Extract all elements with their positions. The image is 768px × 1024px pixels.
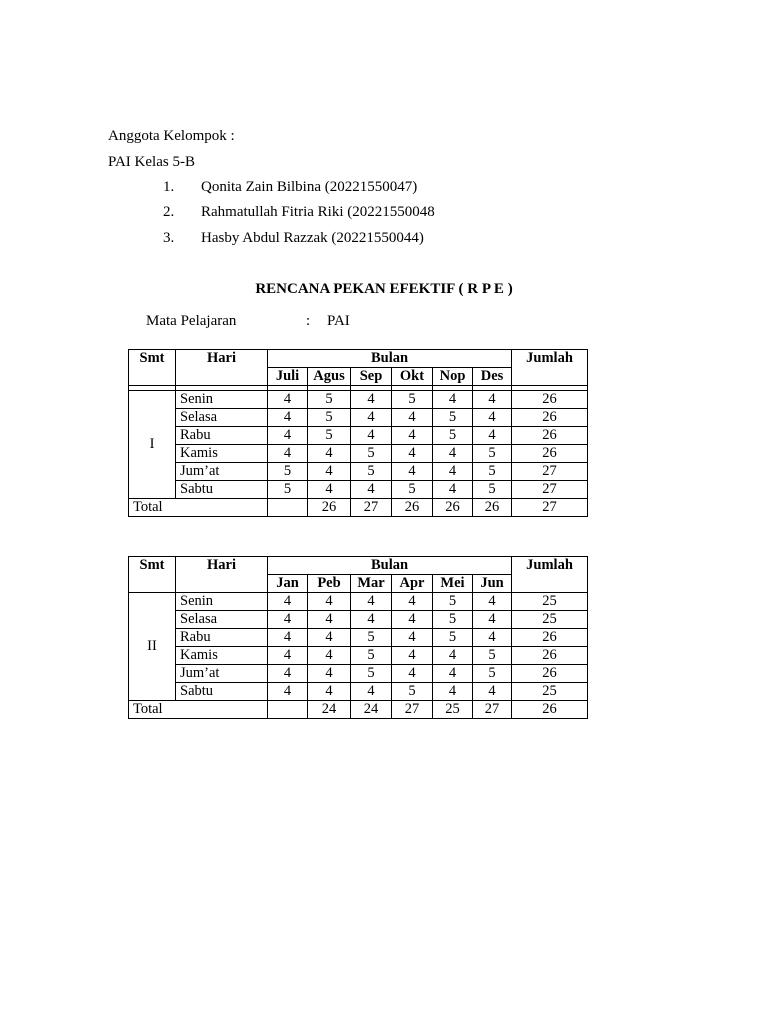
table-row <box>129 391 588 409</box>
anggota-label: Anggota Kelompok : <box>108 128 235 144</box>
mapel-label: Mata Pelajaran <box>146 313 237 329</box>
row-total-cell: 26 <box>512 629 588 647</box>
week-count-cell: 4 <box>433 445 473 463</box>
row-total-cell: 26 <box>512 409 588 427</box>
month-header: Okt <box>392 368 433 386</box>
week-count-cell: 5 <box>473 445 512 463</box>
week-count-cell: 4 <box>308 611 351 629</box>
month-total-cell: 26 <box>392 499 433 517</box>
month-total-cell <box>268 499 308 517</box>
grand-total-cell: 26 <box>512 701 588 719</box>
row-total-cell: 26 <box>512 665 588 683</box>
week-count-cell: 4 <box>308 445 351 463</box>
week-count-cell: 4 <box>268 683 308 701</box>
month-total-cell: 25 <box>433 701 473 719</box>
week-count-cell: 5 <box>308 391 351 409</box>
row-total-cell: 25 <box>512 683 588 701</box>
week-count-cell: 4 <box>433 647 473 665</box>
week-count-cell: 5 <box>268 481 308 499</box>
week-count-cell: 4 <box>392 445 433 463</box>
table-row <box>129 683 588 701</box>
member-number: 3. <box>163 230 175 246</box>
week-count-cell: 4 <box>473 427 512 445</box>
week-count-cell: 4 <box>308 463 351 481</box>
day-cell: Sabtu <box>176 683 268 701</box>
total-row <box>129 701 588 719</box>
day-cell: Jum’at <box>176 463 268 481</box>
week-count-cell: 4 <box>473 611 512 629</box>
month-header: Jun <box>473 575 512 593</box>
mapel-value: PAI <box>327 313 350 329</box>
week-count-cell: 5 <box>392 683 433 701</box>
week-count-cell: 4 <box>392 409 433 427</box>
week-count-cell: 4 <box>392 629 433 647</box>
document-title: RENCANA PEKAN EFEKTIF ( R P E ) <box>255 281 513 297</box>
month-total-cell: 26 <box>433 499 473 517</box>
week-count-cell: 4 <box>268 593 308 611</box>
table-row <box>129 611 588 629</box>
week-count-cell: 4 <box>473 391 512 409</box>
month-header: Agus <box>308 368 351 386</box>
semester-cell: I <box>129 391 176 499</box>
month-total-cell: 27 <box>351 499 392 517</box>
week-count-cell: 5 <box>392 481 433 499</box>
week-count-cell: 4 <box>433 665 473 683</box>
row-total-cell: 26 <box>512 391 588 409</box>
member-name: Hasby Abdul Razzak (20221550044) <box>201 230 424 246</box>
month-header: Mei <box>433 575 473 593</box>
day-cell: Jum’at <box>176 665 268 683</box>
week-count-cell: 5 <box>308 409 351 427</box>
week-count-cell: 4 <box>308 665 351 683</box>
week-count-cell: 5 <box>433 427 473 445</box>
column-header-hari: Hari <box>176 350 268 386</box>
table-row <box>129 427 588 445</box>
row-total-cell: 27 <box>512 481 588 499</box>
week-count-cell: 5 <box>351 463 392 481</box>
table-row <box>129 409 588 427</box>
month-header: Juli <box>268 368 308 386</box>
month-total-cell: 26 <box>308 499 351 517</box>
week-count-cell: 5 <box>433 593 473 611</box>
column-header-smt: Smt <box>129 557 176 593</box>
week-count-cell: 5 <box>473 665 512 683</box>
week-count-cell: 5 <box>392 391 433 409</box>
member-name: Qonita Zain Bilbina (20221550047) <box>201 179 418 195</box>
month-header: Des <box>473 368 512 386</box>
week-count-cell: 5 <box>473 463 512 481</box>
mapel-colon: : <box>306 313 311 329</box>
month-total-cell <box>268 701 308 719</box>
week-count-cell: 4 <box>433 481 473 499</box>
month-header: Jan <box>268 575 308 593</box>
week-count-cell: 4 <box>433 683 473 701</box>
week-count-cell: 4 <box>268 647 308 665</box>
week-count-cell: 4 <box>392 611 433 629</box>
month-total-cell: 26 <box>473 499 512 517</box>
row-total-cell: 26 <box>512 427 588 445</box>
month-total-cell: 27 <box>392 701 433 719</box>
week-count-cell: 4 <box>351 593 392 611</box>
week-count-cell: 4 <box>268 427 308 445</box>
row-total-cell: 26 <box>512 647 588 665</box>
week-count-cell: 4 <box>351 427 392 445</box>
week-count-cell: 5 <box>351 629 392 647</box>
week-count-cell: 5 <box>473 481 512 499</box>
week-count-cell: 4 <box>392 593 433 611</box>
semester-cell: II <box>129 593 176 701</box>
month-total-cell: 27 <box>473 701 512 719</box>
week-count-cell: 4 <box>351 391 392 409</box>
column-header-jumlah: Jumlah <box>512 350 588 386</box>
month-header: Nop <box>433 368 473 386</box>
day-cell: Selasa <box>176 611 268 629</box>
week-count-cell: 4 <box>351 481 392 499</box>
column-header-hari: Hari <box>176 557 268 593</box>
week-count-cell: 4 <box>268 629 308 647</box>
week-count-cell: 4 <box>473 683 512 701</box>
week-count-cell: 4 <box>351 409 392 427</box>
day-cell: Selasa <box>176 409 268 427</box>
day-cell: Rabu <box>176 629 268 647</box>
row-total-cell: 25 <box>512 593 588 611</box>
week-count-cell: 4 <box>268 391 308 409</box>
week-count-cell: 5 <box>473 647 512 665</box>
month-header: Sep <box>351 368 392 386</box>
week-count-cell: 4 <box>473 409 512 427</box>
week-count-cell: 4 <box>268 409 308 427</box>
table-row <box>129 647 588 665</box>
column-header-bulan: Bulan <box>268 557 512 575</box>
week-count-cell: 4 <box>308 647 351 665</box>
grand-total-cell: 27 <box>512 499 588 517</box>
week-count-cell: 4 <box>268 611 308 629</box>
week-count-cell: 4 <box>308 629 351 647</box>
week-count-cell: 5 <box>433 409 473 427</box>
rpe-table-semester-1 <box>128 349 588 517</box>
kelas-label: PAI Kelas 5-B <box>108 154 195 170</box>
week-count-cell: 4 <box>308 593 351 611</box>
week-count-cell: 5 <box>351 445 392 463</box>
row-total-cell: 26 <box>512 445 588 463</box>
week-count-cell: 5 <box>351 665 392 683</box>
week-count-cell: 5 <box>433 611 473 629</box>
week-count-cell: 4 <box>308 683 351 701</box>
day-cell: Senin <box>176 593 268 611</box>
rpe-table-semester-2 <box>128 556 588 719</box>
week-count-cell: 4 <box>392 463 433 481</box>
month-header: Mar <box>351 575 392 593</box>
month-header: Peb <box>308 575 351 593</box>
week-count-cell: 4 <box>268 665 308 683</box>
week-count-cell: 5 <box>308 427 351 445</box>
week-count-cell: 4 <box>473 629 512 647</box>
row-total-cell: 27 <box>512 463 588 481</box>
day-cell: Kamis <box>176 647 268 665</box>
table-row <box>129 463 588 481</box>
total-label: Total <box>129 499 268 517</box>
week-count-cell: 5 <box>351 647 392 665</box>
total-label: Total <box>129 701 268 719</box>
week-count-cell: 4 <box>308 481 351 499</box>
week-count-cell: 4 <box>433 463 473 481</box>
row-total-cell: 25 <box>512 611 588 629</box>
member-name: Rahmatullah Fitria Riki (20221550048 <box>201 204 435 220</box>
week-count-cell: 4 <box>351 683 392 701</box>
week-count-cell: 5 <box>268 463 308 481</box>
week-count-cell: 4 <box>473 593 512 611</box>
week-count-cell: 4 <box>433 391 473 409</box>
week-count-cell: 4 <box>392 647 433 665</box>
table-row <box>129 629 588 647</box>
day-cell: Kamis <box>176 445 268 463</box>
week-count-cell: 4 <box>268 445 308 463</box>
day-cell: Senin <box>176 391 268 409</box>
week-count-cell: 4 <box>392 427 433 445</box>
member-number: 1. <box>163 179 175 195</box>
table-row <box>129 593 588 611</box>
month-total-cell: 24 <box>308 701 351 719</box>
month-header: Apr <box>392 575 433 593</box>
table-row <box>129 665 588 683</box>
week-count-cell: 5 <box>433 629 473 647</box>
member-number: 2. <box>163 204 175 220</box>
week-count-cell: 4 <box>351 611 392 629</box>
day-cell: Rabu <box>176 427 268 445</box>
column-header-smt: Smt <box>129 350 176 386</box>
column-header-bulan: Bulan <box>268 350 512 368</box>
day-cell: Sabtu <box>176 481 268 499</box>
total-row <box>129 499 588 517</box>
month-total-cell: 24 <box>351 701 392 719</box>
column-header-jumlah: Jumlah <box>512 557 588 593</box>
table-row <box>129 445 588 463</box>
table-row <box>129 481 588 499</box>
week-count-cell: 4 <box>392 665 433 683</box>
